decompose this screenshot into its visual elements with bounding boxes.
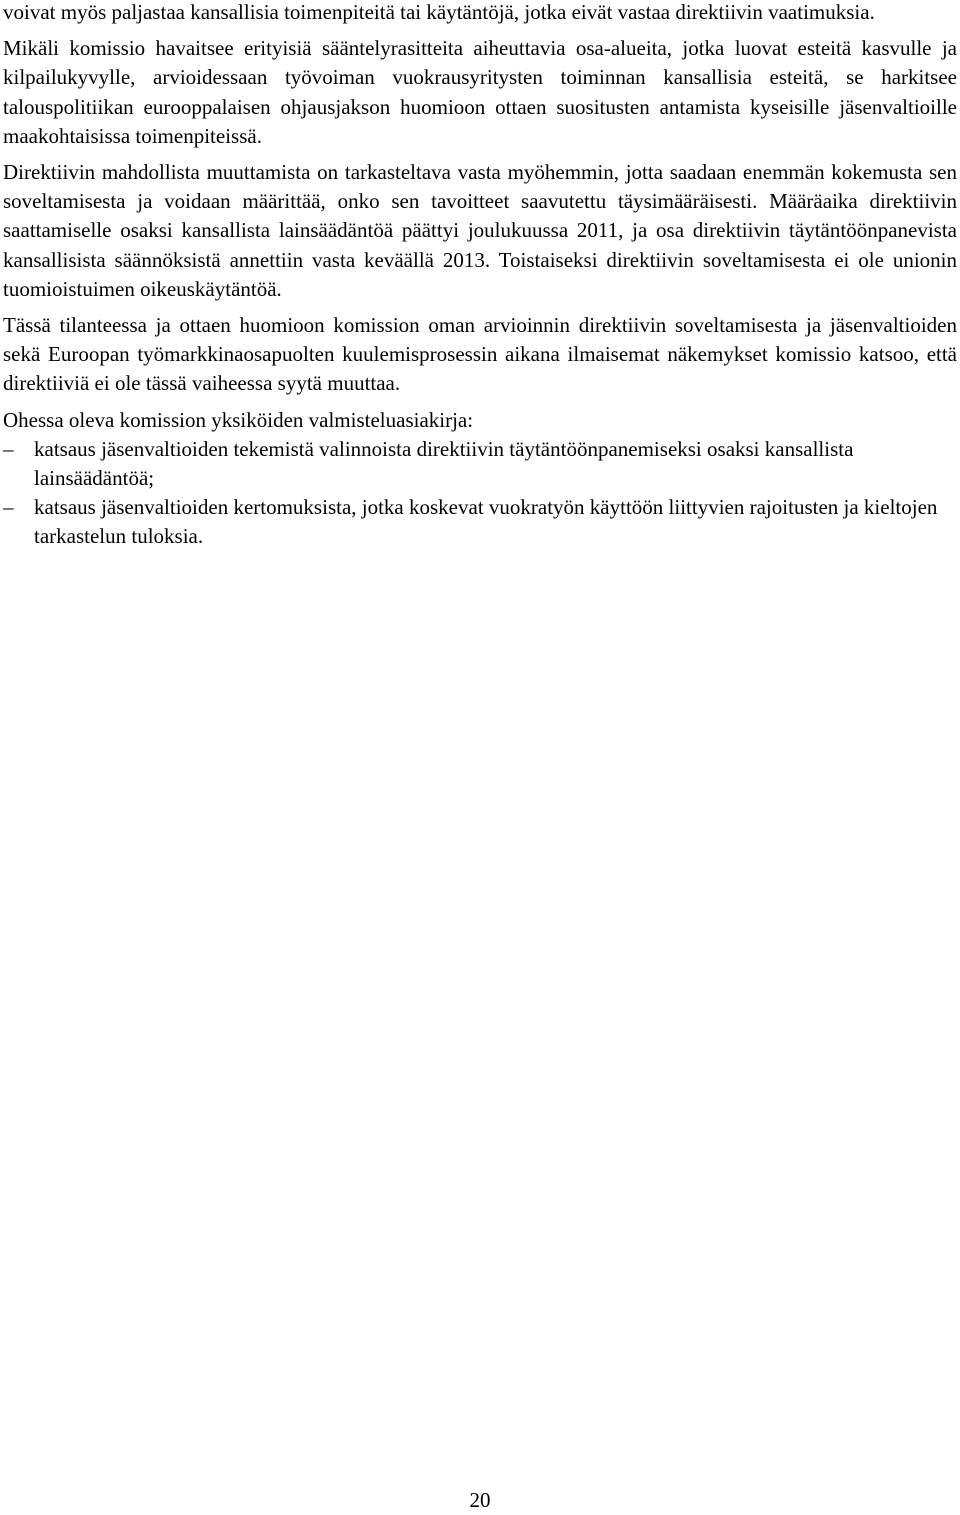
list-item-text: katsaus jäsenvaltioiden kertomuksista, jotka koskevat vuokratyön käyttöön liittyvien rajoitusten ja kieltojen tarkastelun tuloksia. — [34, 495, 938, 549]
paragraph-continuation: voivat myös paljastaa kansallisia toimenpiteitä tai käytäntöjä, jotka eivät vastaa direktiivin vaatimuksia. — [3, 0, 875, 24]
paragraph-working-document-intro: Ohessa oleva komission yksiköiden valmisteluasiakirja: — [3, 407, 474, 432]
page-number: 20 — [469, 1488, 491, 1512]
list-item — [3, 493, 957, 551]
paragraph-directive-amendment: Direktiivin mahdollista muuttamista on tarkasteltava vasta myöhemmin, jotta saadaan enemmän kokemusta sen soveltamisesta ja voidaan määrittää, onko sen tavoitteet saavutettu täysimääräisesti. Määräaika direktiivin saattamiselle osaksi kansallista lainsäädäntöä päättyi joulukuussa 2011, ja osa direktiivin täytäntöönpanevista kansallisista säännöksistä annettiin vasta keväällä 2013. Toistaiseksi direktiivin soveltamisesta ei ole unionin tuomioistuimen oikeuskäytäntöä. — [3, 160, 957, 301]
list-dash-marker: – — [3, 436, 14, 461]
working-document-list — [3, 435, 957, 552]
list-item — [3, 435, 957, 493]
list-dash-marker: – — [3, 495, 14, 520]
list-item-text: katsaus jäsenvaltioiden tekemistä valinnoista direktiivin täytäntöönpanemiseksi osaksi kansallista lainsäädäntöä; — [34, 436, 854, 491]
paragraph-commission-conclusion: Tässä tilanteessa ja ottaen huomioon komission oman arvioinnin direktiivin soveltamisesta ja jäsenvaltioiden sekä Euroopan työmarkkinaosapuolten kuulemisprosessin aikana ilmaisemat näkemykset komissio katsoo, että direktiiviä ei ole tässä vaiheessa syytä muuttaa. — [3, 313, 957, 396]
document-page — [3, 0, 957, 552]
paragraph-regulatory-burden: Mikäli komissio havaitsee erityisiä sääntelyrasitteita aiheuttavia osa-alueita, jotka luovat esteitä kasvulle ja kilpailukyvylle, arvioidessaan työvoiman vuokrausyritysten toiminnan kansallisia esteitä, se harkitsee talouspolitiikan eurooppalaisen ohjausjakson huomioon ottaen suositusten antamista kyseisille jäsenvaltioille maakohtaisissa toimenpiteissä. — [3, 36, 957, 148]
